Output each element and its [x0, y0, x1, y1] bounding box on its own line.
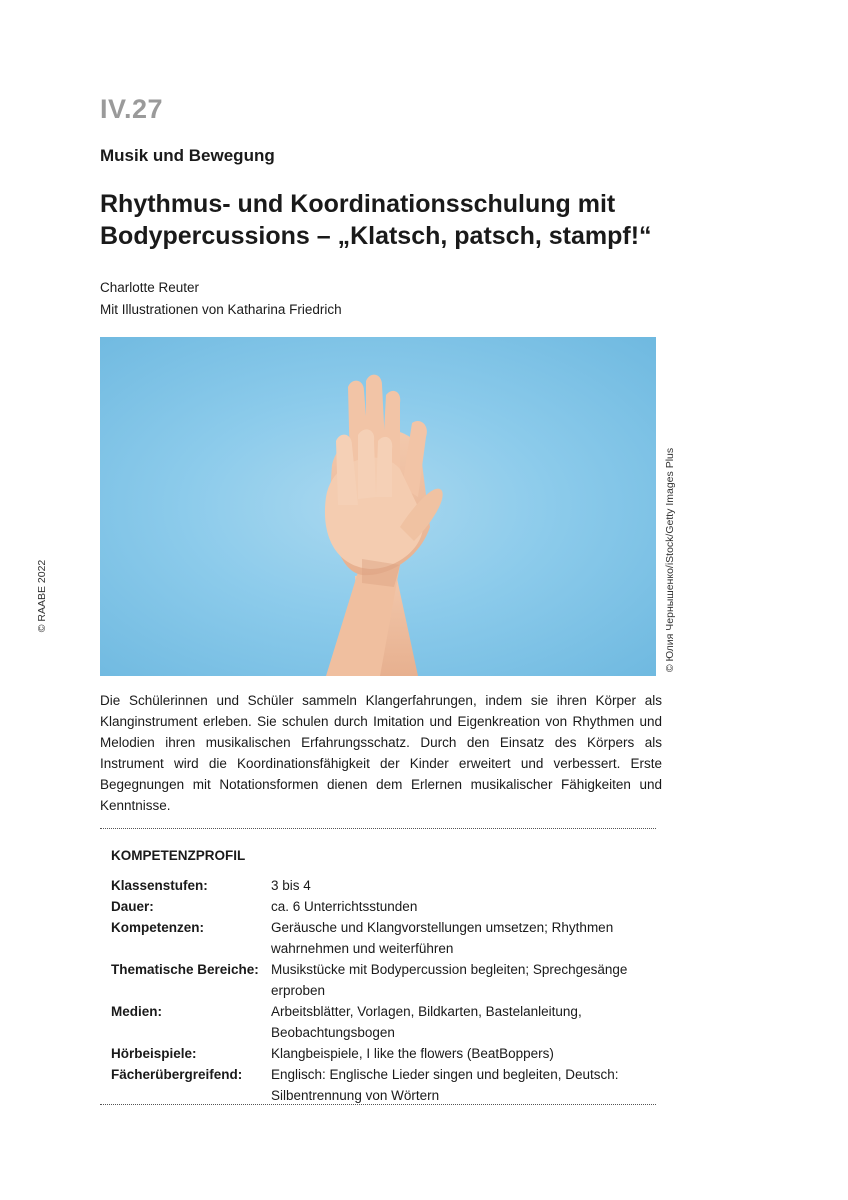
profile-value: 3 bis 4 [271, 878, 311, 893]
profile-value: Klangbeispiele, I like the flowers (BeatBoppers) [271, 1046, 554, 1061]
profile-label: Thematische Bereiche: [111, 962, 259, 977]
intro-paragraph: Die Schülerinnen und Schüler sammeln Klangerfahrungen, indem sie ihren Körper als Klanginstrument erleben. Sie schulen durch Imitation und Eigenkreation von Rhythmen und Melodien ihren musikalischen Erfahrungsschatz. Durch den Einsatz des Körpers als Instrument wird die Koordinationsfähigkeit der Kinder erweitert und verbessert. Erste Begegnungen mit Notationsformen dienen dem Erlernen musikalischer Fähigkeiten und Kenntnisse. [100, 693, 662, 813]
profile-row [111, 959, 661, 1001]
profile-row [111, 1064, 661, 1106]
copyright-note: © RAABE 2022 [36, 559, 48, 633]
profile-label: Kompetenzen: [111, 920, 205, 935]
profile-label: Hörbeispiele: [111, 1046, 197, 1061]
clapping-hands-photo [100, 337, 656, 676]
profile-value: Arbeitsblätter, Vorlagen, Bildkarten, Bastelanleitung, Beobachtungsbogen [271, 1004, 582, 1040]
profile-row [111, 896, 661, 917]
profile-row [111, 875, 661, 896]
unit-code: IV.27 [100, 94, 164, 124]
profile-value: ca. 6 Unterrichtsstunden [271, 899, 418, 914]
divider [100, 1104, 656, 1105]
page-title: Rhythmus- und Koordinationsschulung mit Bodypercussions – „Klatsch, patsch, stampf!“ [100, 190, 652, 250]
profile-label: Dauer: [111, 899, 154, 914]
illustrator-credit: Mit Illustrationen von Katharina Friedrich [100, 302, 342, 317]
profile-value: Musikstücke mit Bodypercussion begleiten; Sprechgesänge erproben [271, 962, 628, 998]
profile-label: Fächerübergreifend: [111, 1067, 243, 1082]
profile-row [111, 917, 661, 959]
profile-row [111, 1001, 661, 1043]
profile-label: Medien: [111, 1004, 163, 1019]
author-name: Charlotte Reuter [100, 280, 200, 295]
hands-illustration [100, 337, 656, 676]
profile-label: Klassenstufen: [111, 878, 208, 893]
profile-row [111, 1043, 661, 1064]
divider [100, 828, 656, 829]
profile-value: Geräusche und Klangvorstellungen umsetzen; Rhythmen wahrnehmen und weiterführen [271, 920, 614, 956]
profile-heading: KOMPETENZPROFIL [111, 848, 246, 863]
profile-value: Englisch: Englische Lieder singen und begleiten, Deutsch: Silbentrennung von Wörtern [271, 1067, 619, 1103]
category-label: Musik und Bewegung [100, 146, 275, 165]
photo-credit: © Юлия Чернышенко/iStock/Getty Images Plus [664, 447, 676, 673]
competence-profile [111, 875, 661, 1106]
